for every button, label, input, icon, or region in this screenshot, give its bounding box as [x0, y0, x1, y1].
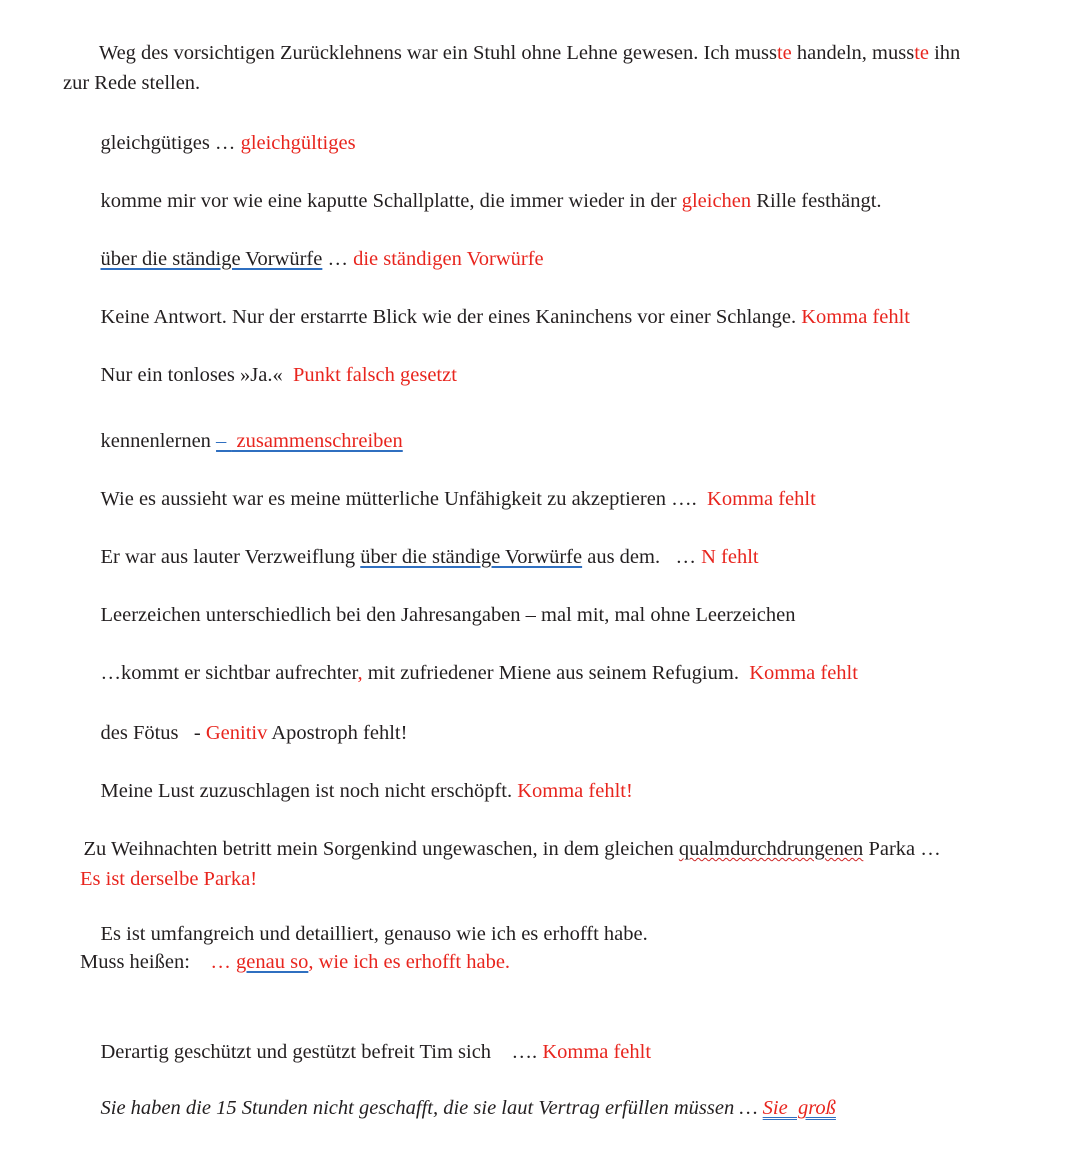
b17-sentence: Sie haben die 15 Stunden nicht geschafft, die sie laut Vertrag erfüllen müssen …	[100, 1097, 763, 1119]
b4-separator: …	[322, 248, 354, 270]
b1-correction-te-2: te	[914, 42, 929, 64]
b3-correction-gleichen: gleichen	[681, 190, 752, 212]
b12-text-a: des Fötus -	[100, 722, 206, 744]
b15-remainder: , wie ich es erhofft habe.	[308, 951, 511, 973]
b15-original-sentence: Es ist umfangreich und detailliert, genauso wie ich es erhofft habe.	[100, 923, 648, 945]
b1-text-c: handeln, muss	[791, 42, 915, 64]
b9-quoted-phrase: über die ständige Vorwürfe	[360, 546, 583, 568]
b15-line-2	[80, 948, 648, 976]
b13-note-komma-fehlt: Komma fehlt!	[517, 780, 633, 802]
b1-text-a: Weg des vorsichtigen Zurücklehnens war ein Stuhl ohne Lehne gewesen. Ich muss	[98, 42, 777, 64]
b12-label-genitiv: Genitiv	[205, 722, 268, 744]
b5-sentence: Keine Antwort. Nur der erstarrte Blick wie der eines Kaninchens vor einer Schlange.	[100, 306, 802, 328]
b9-text-c: aus dem. …	[582, 546, 702, 568]
b3-text-a: komme mir vor wie eine kaputte Schallplatte, die immer wieder in der	[100, 190, 682, 212]
b2-original-word: gleichgütiges …	[100, 132, 241, 154]
b11-inserted-comma: ,	[357, 662, 363, 684]
b6-sentence: Nur ein tonloses »Ja.«	[100, 364, 293, 386]
b14-text-a: Zu Weihnachten betritt mein Sorgenkind ungewaschen, in dem gleichen	[83, 838, 679, 860]
b1-correction-te-1: te	[776, 42, 792, 64]
b16-sentence: Derartig geschützt und gestützt befreit Tim sich ….	[100, 1041, 538, 1063]
b13-sentence: Meine Lust zuzuschlagen ist noch nicht erschöpft.	[100, 780, 518, 802]
b1-line-2: zur Rede stellen.	[63, 72, 201, 94]
b7-word: kennenlernen	[100, 430, 217, 452]
b11-text-c: mit zufriedener Miene aus seinem Refugium.	[362, 662, 750, 684]
b15-label-muss-heissen: Muss heißen:	[80, 951, 211, 973]
b14-note-derselbe-parka: Es ist derselbe Parka!	[80, 868, 258, 890]
b8-sentence: Wie es aussieht war es meine mütterliche Unfähigkeit zu akzeptieren ….	[100, 488, 708, 510]
b6-note-punkt-falsch: Punkt falsch gesetzt	[292, 364, 457, 386]
b4-corrected-phrase: die ständigen Vorwürfe	[353, 248, 544, 270]
b12-note-apostroph: Apostroph fehlt!	[267, 722, 408, 744]
b3-text-c: Rille festhängt.	[751, 190, 882, 212]
b14-text-c: Parka …	[863, 838, 941, 860]
b7-dash: –	[216, 430, 232, 452]
b9-text-a: Er war aus lauter Verzweiflung	[100, 546, 361, 568]
b16-note-komma-fehlt: Komma fehlt	[537, 1041, 652, 1063]
b8-note-komma-fehlt: Komma fehlt	[707, 488, 816, 510]
b7-note-zusammenschreiben: zusammenschreiben	[231, 430, 403, 452]
b5-note-komma-fehlt: Komma fehlt	[801, 306, 910, 328]
b11-text-a: …kommt er sichtbar aufrechter	[100, 662, 358, 684]
b14-spellcheck-word: qualmdurchdrungenen	[678, 838, 864, 860]
b4-quoted-phrase: über die ständige Vorwürfe	[100, 248, 323, 270]
b15-ellipsis: …	[210, 951, 237, 973]
b17-note-sie-gross: Sie groß	[762, 1097, 836, 1119]
b2-corrected-word: gleichgültiges	[240, 132, 356, 154]
b10-note: Leerzeichen unterschiedlich bei den Jahresangaben – mal mit, mal ohne Leerzeichen	[100, 604, 796, 626]
b1-text-e: ihn	[928, 42, 961, 64]
indent-spacer	[84, 42, 99, 64]
annotation-block-17	[80, 1063, 836, 1153]
b9-note-n-fehlt: N fehlt	[701, 546, 759, 568]
b15-corrected-phrase: genau so	[236, 951, 309, 973]
b11-note-komma-fehlt: Komma fehlt	[749, 662, 858, 684]
